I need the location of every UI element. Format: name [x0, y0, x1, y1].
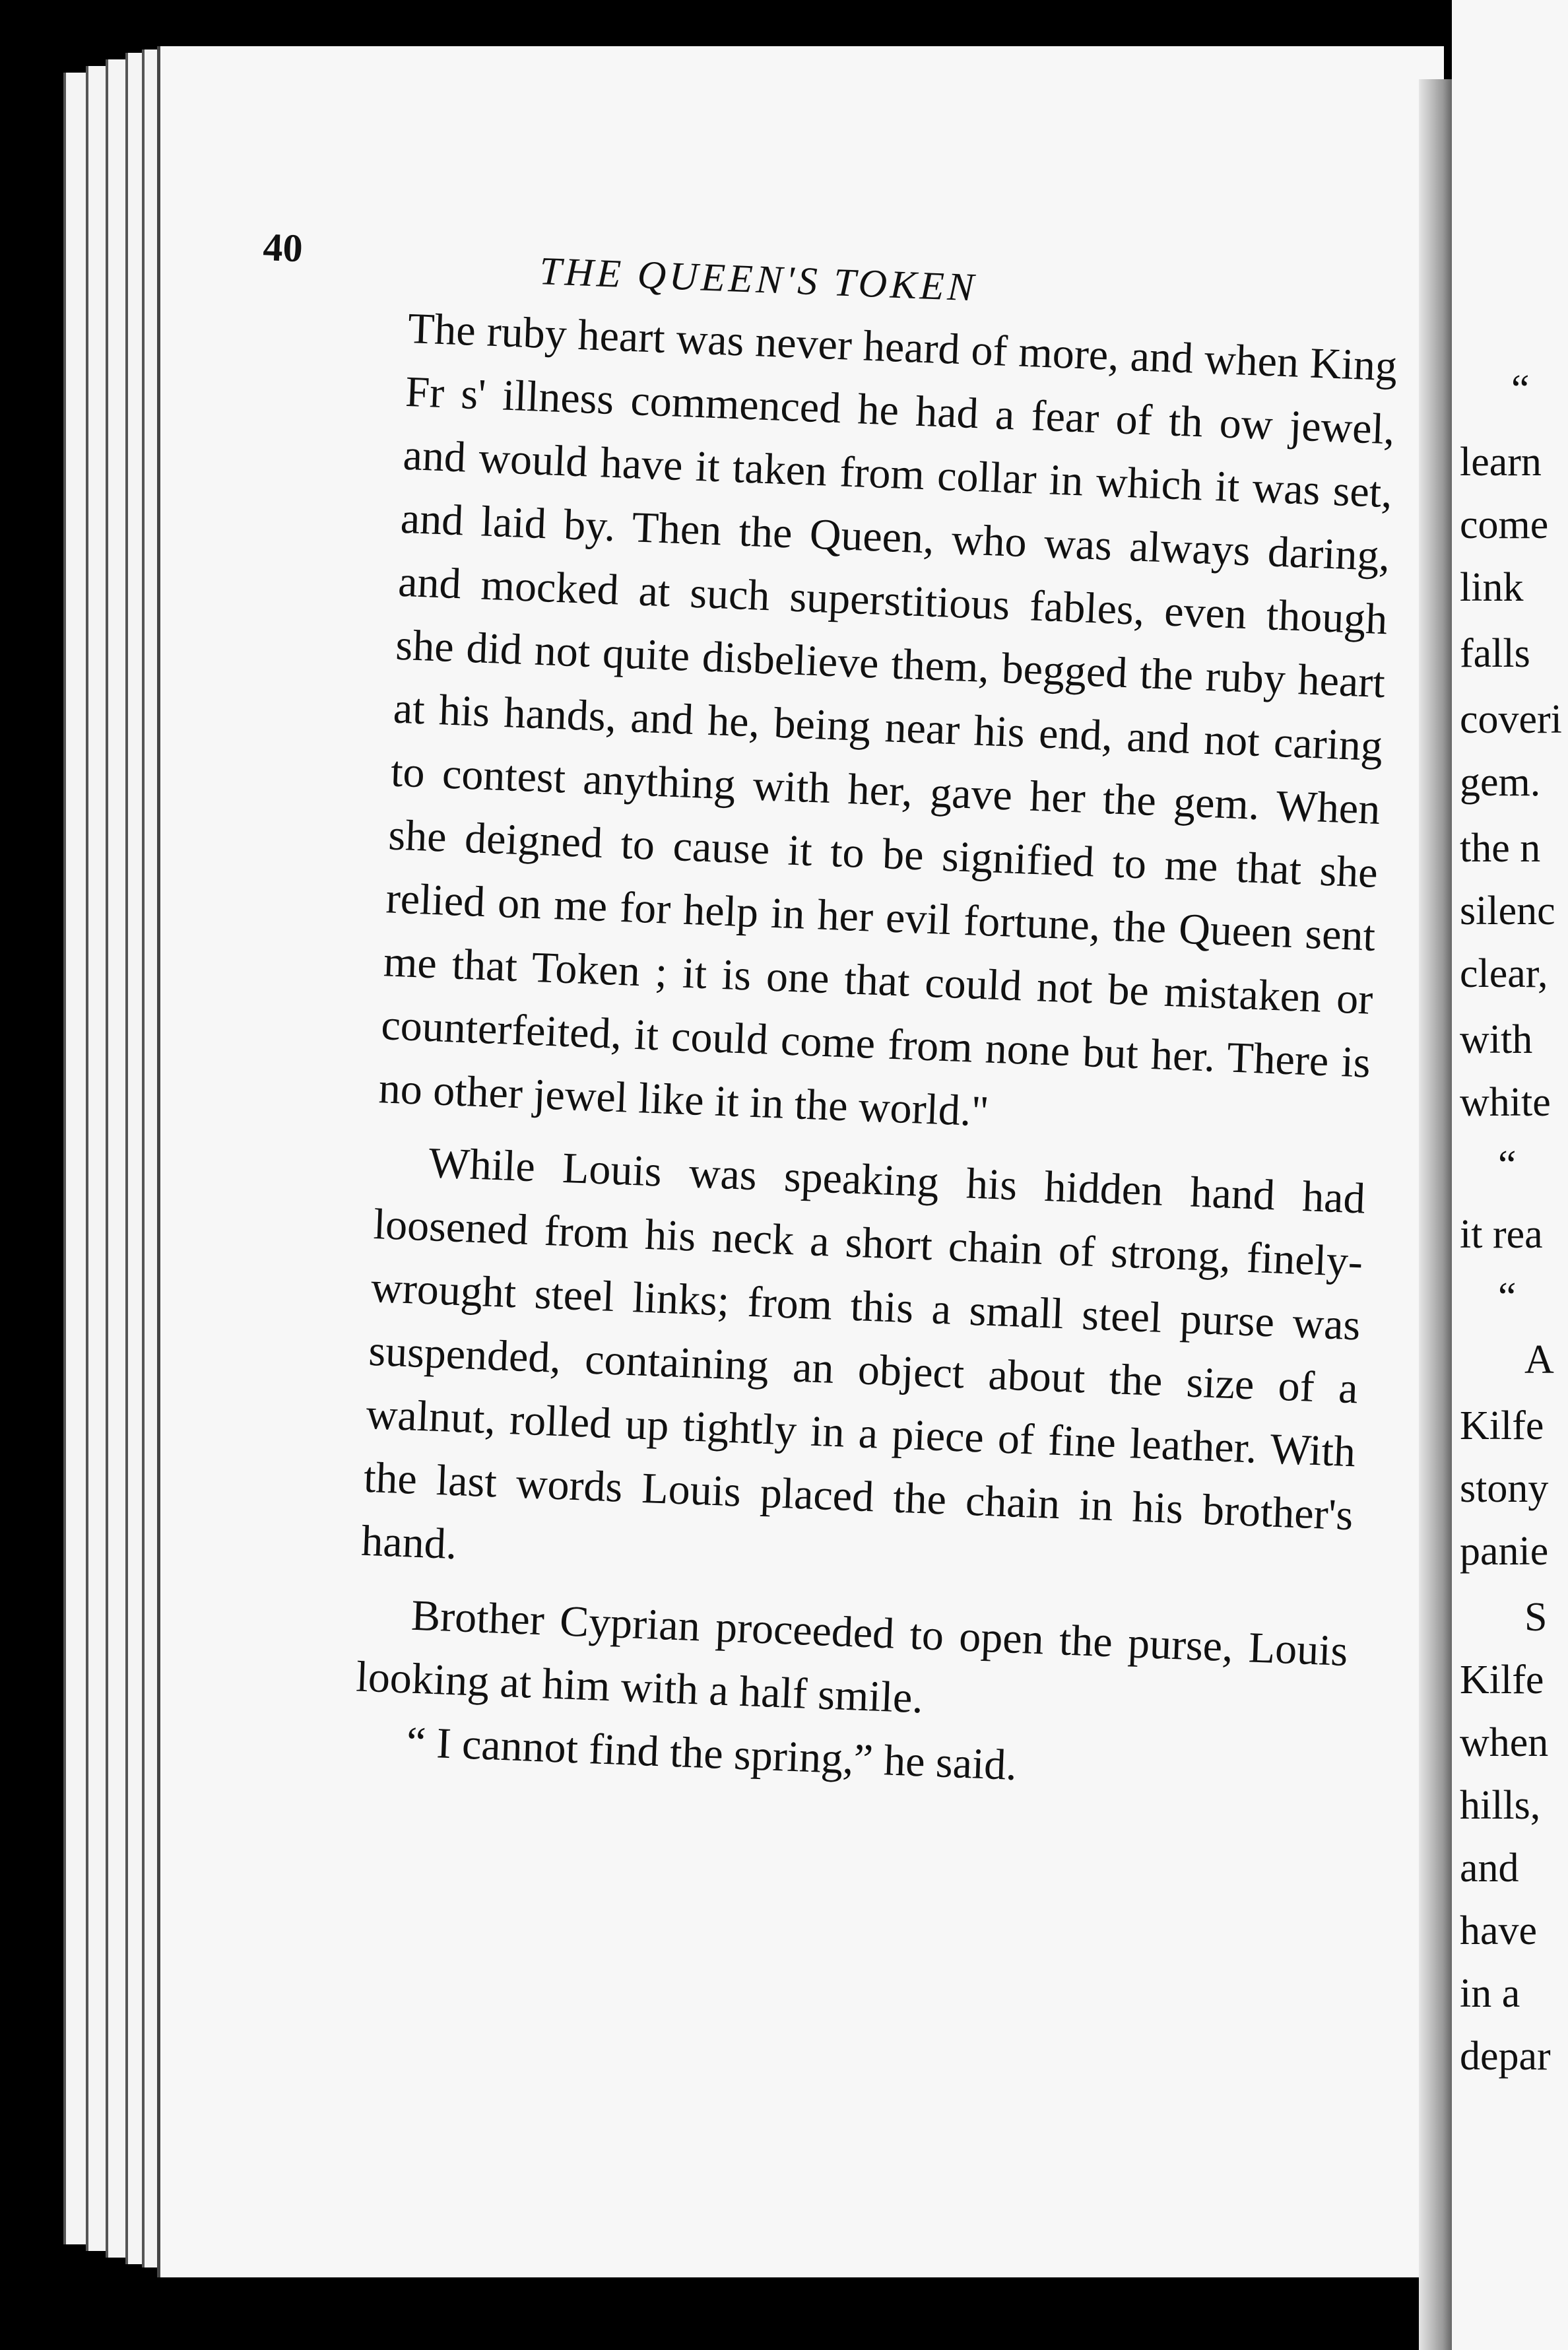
page-number: 40 — [262, 224, 304, 271]
facing-text-fragment: depar — [1460, 2034, 1551, 2079]
facing-text-fragment: “ — [1511, 367, 1530, 412]
running-title: THE QUEEN'S TOKEN — [539, 249, 978, 310]
facing-text-fragment: come — [1460, 502, 1549, 547]
paragraph: While Louis was speaking his hidden hand had loosened from his neck a short chain of strong, finely-wrought steel links; from this a small steel purse was suspended, containing an object about the size of a walnut, rolled up tightly in a piece of fine leather. With the last words Louis placed the chain in his brother's hand. — [360, 1139, 1367, 1569]
facing-text-fragment: “ — [1498, 1143, 1517, 1188]
paragraph: The ruby heart was never heard of more, and when King Fr s' illness commenced he had a fear of th ow jewel, and would have it taken from collar in which it was set, and laid by. Then the Queen, who was always daring, and mocked at such superstitious fables, even though she did not quite disbelieve them, begged the ruby heart at his hands, and he, being near his end, and not caring to contest anything with her, gave her the gem. When she deigned to cause it to be signified to me that she relied on me for help in her evil fortune, the Queen sent me that Token ; it is one that could not be mistaken or counterfeited, it could come from none but her. There is no other jewel like it in the world." — [377, 304, 1398, 1136]
facing-text-fragment: clear, — [1460, 951, 1548, 996]
facing-text-fragment: gem. — [1460, 760, 1541, 805]
facing-text-fragment: coveri — [1460, 697, 1562, 742]
facing-text-fragment: and — [1460, 1846, 1519, 1891]
facing-text-fragment: it rea — [1460, 1212, 1543, 1257]
facing-text-fragment: hills, — [1460, 1783, 1541, 1828]
facing-text-fragment: falls — [1460, 631, 1530, 676]
facing-text-fragment: link — [1460, 565, 1524, 610]
facing-text-fragment: the n — [1460, 826, 1541, 871]
facing-text-fragment: have — [1460, 1908, 1538, 1953]
facing-text-fragment: learn — [1460, 440, 1542, 485]
facing-text-fragment: S — [1524, 1595, 1548, 1640]
book-page-right — [1452, 0, 1568, 2350]
facing-text-fragment: with — [1460, 1017, 1533, 1062]
paragraph: Brother Cyprian proceeded to open the purse, Louis looking at him with a half smile. — [355, 1591, 1349, 1723]
facing-text-fragment: A — [1524, 1337, 1554, 1382]
facing-text-fragment: silenc — [1460, 889, 1555, 933]
facing-text-fragment: stony — [1460, 1466, 1549, 1511]
facing-text-fragment: “ — [1498, 1275, 1517, 1320]
paragraph: “ I cannot find the spring,” he said. — [405, 1718, 1018, 1790]
body-text — [352, 297, 1398, 1810]
facing-text-fragment: in a — [1460, 1971, 1520, 2016]
facing-text-fragment: when — [1460, 1720, 1549, 1765]
facing-text-fragment: Kilfe — [1460, 1658, 1544, 1702]
facing-text-fragment: Kilfe — [1460, 1403, 1544, 1448]
facing-text-fragment: white — [1460, 1080, 1551, 1125]
facing-text-fragment: panie — [1460, 1529, 1549, 1574]
